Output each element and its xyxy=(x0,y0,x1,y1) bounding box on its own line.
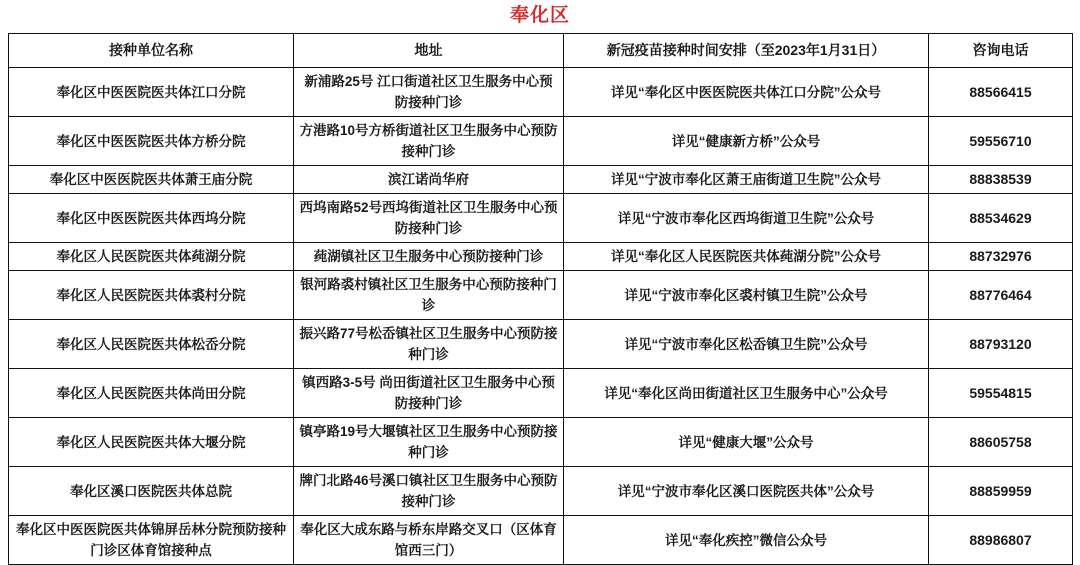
cell-site-name: 奉化区人民医院医共体大堰分院 xyxy=(9,418,294,467)
column-header-address: 地址 xyxy=(294,34,564,68)
cell-site-name: 奉化区中医医院医共体江口分院 xyxy=(9,68,294,117)
cell-site-name: 奉化区人民医院医共体莼湖分院 xyxy=(9,243,294,271)
cell-phone: 88838539 xyxy=(929,166,1073,194)
table-row xyxy=(9,467,1073,516)
cell-phone: 88776464 xyxy=(929,271,1073,320)
cell-phone: 88732976 xyxy=(929,243,1073,271)
cell-address: 银河路裘村镇社区卫生服务中心预防接种门诊 xyxy=(294,271,564,320)
cell-schedule: 详见“奉化区中医医院医共体江口分院”公众号 xyxy=(564,68,929,117)
table-row xyxy=(9,166,1073,194)
column-header-schedule: 新冠疫苗接种时间安排（至2023年1月31日） xyxy=(564,34,929,68)
cell-address: 振兴路77号松岙镇社区卫生服务中心预防接种门诊 xyxy=(294,320,564,369)
table-row xyxy=(9,117,1073,166)
cell-site-name: 奉化区人民医院医共体裘村分院 xyxy=(9,271,294,320)
cell-schedule: 详见“宁波市奉化区西坞街道卫生院”公众号 xyxy=(564,194,929,243)
page-title: 奉化区 xyxy=(509,5,570,26)
cell-site-name: 奉化区中医医院医共体锦屏岳林分院预防接种门诊区体育馆接种点 xyxy=(9,516,294,565)
cell-phone: 88566415 xyxy=(929,68,1073,117)
cell-phone: 88605758 xyxy=(929,418,1073,467)
column-header-phone: 咨询电话 xyxy=(929,34,1073,68)
cell-address: 方港路10号方桥街道社区卫生服务中心预防接种门诊 xyxy=(294,117,564,166)
table-row xyxy=(9,243,1073,271)
cell-site-name: 奉化区溪口医院医共体总院 xyxy=(9,467,294,516)
cell-site-name: 奉化区中医医院医共体方桥分院 xyxy=(9,117,294,166)
cell-site-name: 奉化区中医医院医共体萧王庙分院 xyxy=(9,166,294,194)
cell-schedule: 详见“健康大堰”公众号 xyxy=(564,418,929,467)
table-row xyxy=(9,320,1073,369)
cell-schedule: 详见“宁波市奉化区萧王庙街道卫生院”公众号 xyxy=(564,166,929,194)
cell-site-name: 奉化区中医医院医共体西坞分院 xyxy=(9,194,294,243)
table-row xyxy=(9,516,1073,565)
table-header xyxy=(9,34,1073,68)
cell-phone: 59556710 xyxy=(929,117,1073,166)
table-body xyxy=(9,68,1073,565)
cell-phone: 88859959 xyxy=(929,467,1073,516)
cell-address: 镇亭路19号大堰镇社区卫生服务中心预防接种门诊 xyxy=(294,418,564,467)
cell-phone: 88534629 xyxy=(929,194,1073,243)
cell-address: 新浦路25号 江口街道社区卫生服务中心预防接种门诊 xyxy=(294,68,564,117)
cell-site-name: 奉化区人民医院医共体松岙分院 xyxy=(9,320,294,369)
table-row xyxy=(9,271,1073,320)
cell-site-name: 奉化区人民医院医共体尚田分院 xyxy=(9,369,294,418)
table-header-row xyxy=(9,34,1073,68)
cell-address: 牌门北路46号溪口镇社区卫生服务中心预防接种门诊 xyxy=(294,467,564,516)
cell-schedule: 详见“宁波市奉化区裘村镇卫生院”公众号 xyxy=(564,271,929,320)
vaccination-sites-table xyxy=(8,33,1073,565)
table-row xyxy=(9,418,1073,467)
column-header-name: 接种单位名称 xyxy=(9,34,294,68)
cell-address: 莼湖镇社区卫生服务中心预防接种门诊 xyxy=(294,243,564,271)
cell-phone: 88986807 xyxy=(929,516,1073,565)
cell-address: 滨江诺尚华府 xyxy=(294,166,564,194)
cell-schedule: 详见“健康新方桥”公众号 xyxy=(564,117,929,166)
cell-schedule: 详见“宁波市奉化区溪口医院医共体”公众号 xyxy=(564,467,929,516)
cell-schedule: 详见“奉化区人民医院医共体莼湖分院”公众号 xyxy=(564,243,929,271)
cell-schedule: 详见“奉化区尚田街道社区卫生服务中心”公众号 xyxy=(564,369,929,418)
cell-address: 镇西路3-5号 尚田街道社区卫生服务中心预防接种门诊 xyxy=(294,369,564,418)
cell-phone: 88793120 xyxy=(929,320,1073,369)
cell-address: 奉化区大成东路与桥东岸路交叉口（区体育馆西三门） xyxy=(294,516,564,565)
cell-schedule: 详见“奉化疾控”微信公众号 xyxy=(564,516,929,565)
table-row xyxy=(9,68,1073,117)
cell-address: 西坞南路52号西坞街道社区卫生服务中心预防接种门诊 xyxy=(294,194,564,243)
table-row xyxy=(9,369,1073,418)
table-row xyxy=(9,194,1073,243)
cell-schedule: 详见“宁波市奉化区松岙镇卫生院”公众号 xyxy=(564,320,929,369)
cell-phone: 59554815 xyxy=(929,369,1073,418)
